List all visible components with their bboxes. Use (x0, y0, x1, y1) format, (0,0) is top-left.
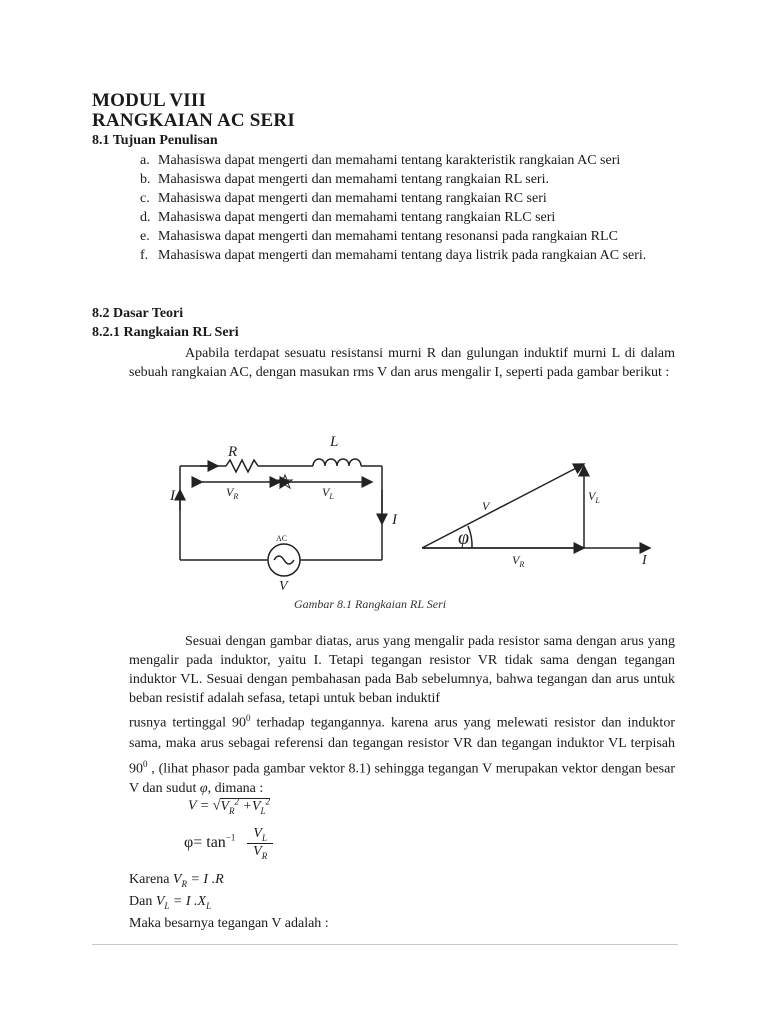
phasor-diagram (422, 464, 650, 548)
equation-phi: $\varphi= \tan^{-1}$ $\frac{V_L}{V_R}$ (184, 826, 273, 861)
section-heading-8-1: 8.1 Tujuan Penulisan (92, 133, 218, 148)
section-heading-8-2-1: 8.2.1 Rangkaian RL Seri (92, 325, 239, 340)
objectives-list (130, 151, 678, 265)
list-item (130, 170, 678, 189)
list-item-text: Mahasiswa dapat mengerti dan memahami tentang karakteristik rangkaian AC seri (158, 153, 621, 168)
node-marker (278, 475, 292, 488)
line-dan: Dan $V_L = I$ $.X_L$ (129, 894, 212, 911)
label-i-axis: I (642, 553, 647, 568)
list-marker: f. (140, 248, 149, 263)
paragraph-explanation-part1: Sesuai dengan gambar diatas, arus yang mengalir pada resistor sama dengan arus yang mengalir pada induktor, yaitu I. Tetapi tegangan resistor VR tidak sama dengan tegangan induktor VL. Sesuai dengan pembahasan pada Bab sebelumnya, bahwa tegangan dan arus untuk beban resistif adalah sefasa, tetapi untuk beban induktif (129, 634, 675, 706)
list-item (130, 151, 678, 170)
line-karena: Karena $V_R = I$ .R (129, 872, 224, 889)
rl-circuit-figure (160, 420, 660, 600)
list-item (130, 208, 678, 227)
label-vr-vector: $V_R$ (512, 553, 525, 569)
list-item-text: Mahasiswa dapat mengerti dan memahami tentang rangkaian RC seri (158, 191, 547, 206)
paragraph-intro: Apabila terdapat sesuatu resistansi murni R dan gulungan induktif murni L di dalam sebuah rangkaian AC, dengan masukan rms V dan arus mengalir I, seperti pada gambar berikut : (129, 346, 675, 380)
list-item-text: Mahasiswa dapat mengerti dan memahami tentang rangkaian RL seri. (158, 172, 549, 187)
label-r: R (228, 444, 238, 460)
figure-caption: Gambar 8.1 Rangkaian RL Seri (294, 597, 447, 611)
label-l: L (330, 434, 339, 450)
label-vl: $V_L$ (322, 485, 334, 501)
list-marker: e. (140, 229, 150, 244)
page-footer-divider (92, 944, 678, 945)
circuit-labels (169, 434, 398, 594)
list-item-text: Mahasiswa dapat mengerti dan memahami tentang resonansi pada rangkaian RLC (158, 229, 618, 244)
list-item-text: Mahasiswa dapat mengerti dan memahami tentang rangkaian RLC seri (158, 210, 556, 225)
module-subtitle: RANGKAIAN AC SERI (92, 110, 295, 131)
list-item (130, 246, 678, 265)
label-ac: AC (276, 534, 288, 543)
line-maka: Maka besarnya tegangan V adalah : (129, 916, 329, 931)
circuit-diagram (180, 459, 382, 576)
label-i-left: I (170, 488, 175, 504)
label-vr: $V_R$ (226, 485, 239, 501)
resistor-symbol (226, 460, 258, 472)
v-vector (422, 464, 584, 548)
section-heading-8-2: 8.2 Dasar Teori (92, 306, 184, 321)
list-marker: d. (140, 210, 151, 225)
phasor-labels (458, 489, 648, 569)
list-marker: a. (140, 153, 150, 168)
module-title: MODUL VIII (92, 90, 207, 111)
inductor-symbol (313, 459, 361, 466)
equation-v-magnitude: $V = √V_R^2 +V_L^2$ (188, 796, 271, 816)
list-item (130, 227, 678, 246)
label-v-source: V (279, 579, 288, 594)
label-vl-vector: $V_L$ (588, 489, 600, 505)
label-i-right: I (392, 512, 397, 528)
fraction: $\frac{V_L}{V_R}$ (247, 826, 273, 861)
list-item-text: Mahasiswa dapat mengerti dan memahami tentang daya listrik pada rangkaian AC seri. (158, 248, 647, 263)
list-marker: c. (140, 191, 150, 206)
label-v-vector: V (482, 499, 490, 513)
label-phi: φ (458, 527, 470, 549)
list-item (130, 189, 678, 208)
paragraph-explanation-part2: rusnya tertinggal $90^0$ terhadap tegangannya. karena arus yang melewati resistor dan induktor sama, maka arus sebagai referensi dan tegangan resistor VR dan tegangan induktor VL terpisah $90^0$ , (lihat phasor pada gambar vektor 8.1) sehingga tegangan V merupakan vektor dengan besar V dan sudut φ, dimana : (129, 713, 675, 797)
list-marker: b. (140, 172, 151, 187)
